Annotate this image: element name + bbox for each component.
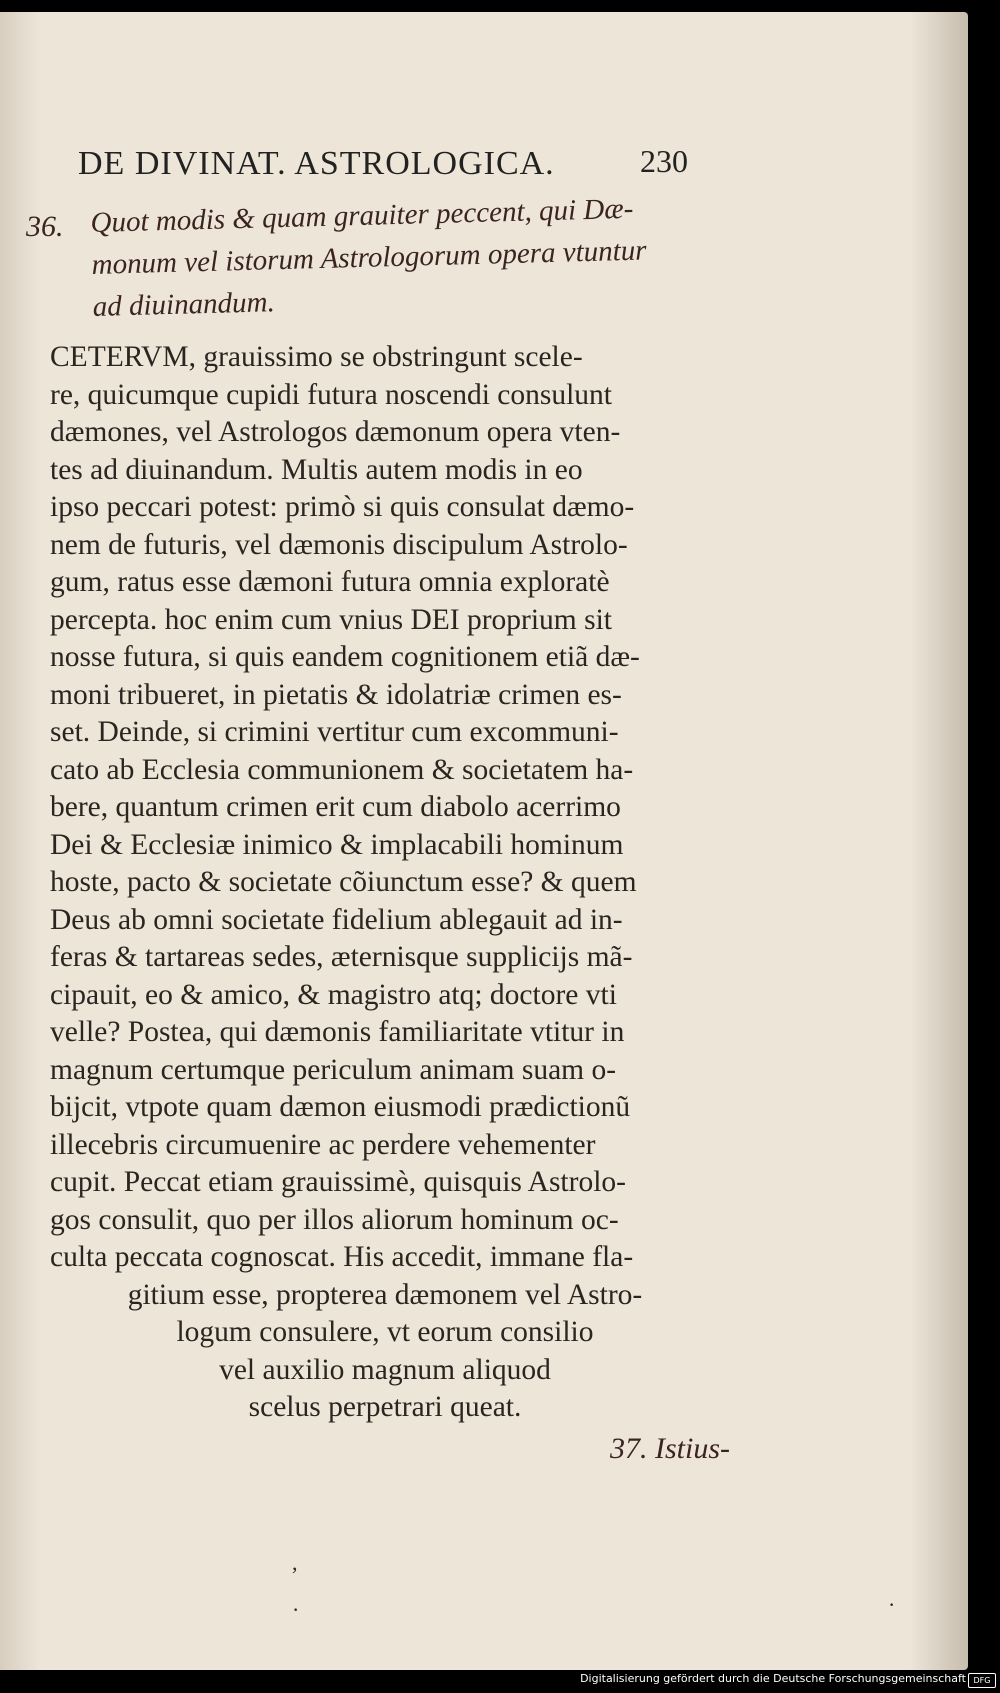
body-line: gos consulit, quo per illos aliorum hominum oc- — [50, 1203, 619, 1236]
body-line: CETERVM, grauissimo se obstringunt scele- — [50, 341, 583, 373]
dfg-logo: DFG — [968, 1673, 996, 1688]
catchword: 37. Istius- — [610, 1432, 730, 1465]
body-line: bijcit, vtpote quam dæmon eiusmodi prædictionũ — [50, 1091, 631, 1123]
body-line: velle? Postea, qui dæmonis familiaritate vtitur in — [50, 1016, 625, 1048]
marginal-section-number: 36. — [26, 210, 64, 243]
section-title-line: monum vel istorum Astrologorum opera vtuntur — [91, 234, 647, 281]
running-header: DE DIVINAT. ASTROLOGICA. — [78, 145, 555, 182]
section-title — [90, 186, 693, 328]
body-line: cipauit, eo & amico, & magistro atq; doctore vti — [50, 978, 617, 1011]
body-line: cupit. Peccat etiam grauissimè, quisquis Astrolo- — [50, 1166, 626, 1198]
body-line: culta peccata cognoscat. His accedit, immane fla- — [50, 1241, 634, 1273]
body-line-centered: gitium esse, propterea dæmonem vel Astro- — [127, 1278, 643, 1311]
body-line: set. Deinde, si crimini vertitur cum excommuni- — [50, 716, 619, 748]
body-line: ipso peccari potest: primò si quis consulat dæmo- — [50, 491, 635, 523]
body-line-centered: vel auxilio magnum aliquod — [219, 1353, 551, 1386]
body-line: Deus ab omni societate fidelium ablegauit ad in- — [50, 903, 623, 936]
body-line: feras & tartareas sedes, æternisque supplicijs mã- — [50, 941, 633, 973]
body-line: re, quicumque cupidi futura noscendi consulunt — [50, 378, 612, 411]
body-line: cato ab Ecclesia communionem & societatem ha- — [50, 753, 634, 786]
body-text — [50, 339, 720, 1427]
body-line: gum, ratus esse dæmoni futura omnia exploratè — [50, 566, 610, 598]
body-line: percepta. hoc enim cum vnius DEI proprium sit — [50, 603, 612, 636]
digitization-credit: Digitalisierung gefördert durch die Deutsche Forschungsgemeinschaft — [580, 1672, 966, 1685]
ink-speck: , — [292, 1550, 298, 1575]
body-line-centered: logum consulere, vt eorum consilio — [176, 1316, 594, 1348]
body-line: moni tribueret, in pietatis & idolatriæ crimen es- — [50, 678, 622, 711]
body-line: bere, quantum crimen erit cum diabolo acerrimo — [50, 791, 621, 823]
ink-speck: · — [888, 1592, 896, 1617]
ink-speck: · — [292, 1597, 300, 1622]
book-page — [0, 12, 968, 1670]
section-title-line: ad diuinandum. — [92, 286, 276, 323]
body-line: nem de futuris, vel dæmonis discipulum Astrolo- — [50, 528, 628, 561]
body-line: Dei & Ecclesiæ inimico & implacabili hominum — [50, 828, 624, 861]
body-line-centered: scelus perpetrari queat. — [248, 1391, 522, 1423]
body-line: nosse futura, si quis eandem cognitionem etiã dæ- — [50, 641, 640, 673]
body-line: magnum certumque periculum animam suam o- — [50, 1053, 617, 1086]
section-title-line: Quot modis & quam grauiter peccent, qui Dæ- — [90, 192, 634, 239]
body-line: dæmones, vel Astrologos dæmonum opera vten- — [50, 416, 621, 448]
body-line: hoste, pacto & societate cõiunctum esse? & quem — [50, 866, 637, 898]
body-line: illecebris circumuenire ac perdere vehementer — [50, 1128, 596, 1161]
body-line: tes ad diuinandum. Multis autem modis in eo — [50, 453, 583, 486]
page-number: 230 — [640, 143, 688, 179]
